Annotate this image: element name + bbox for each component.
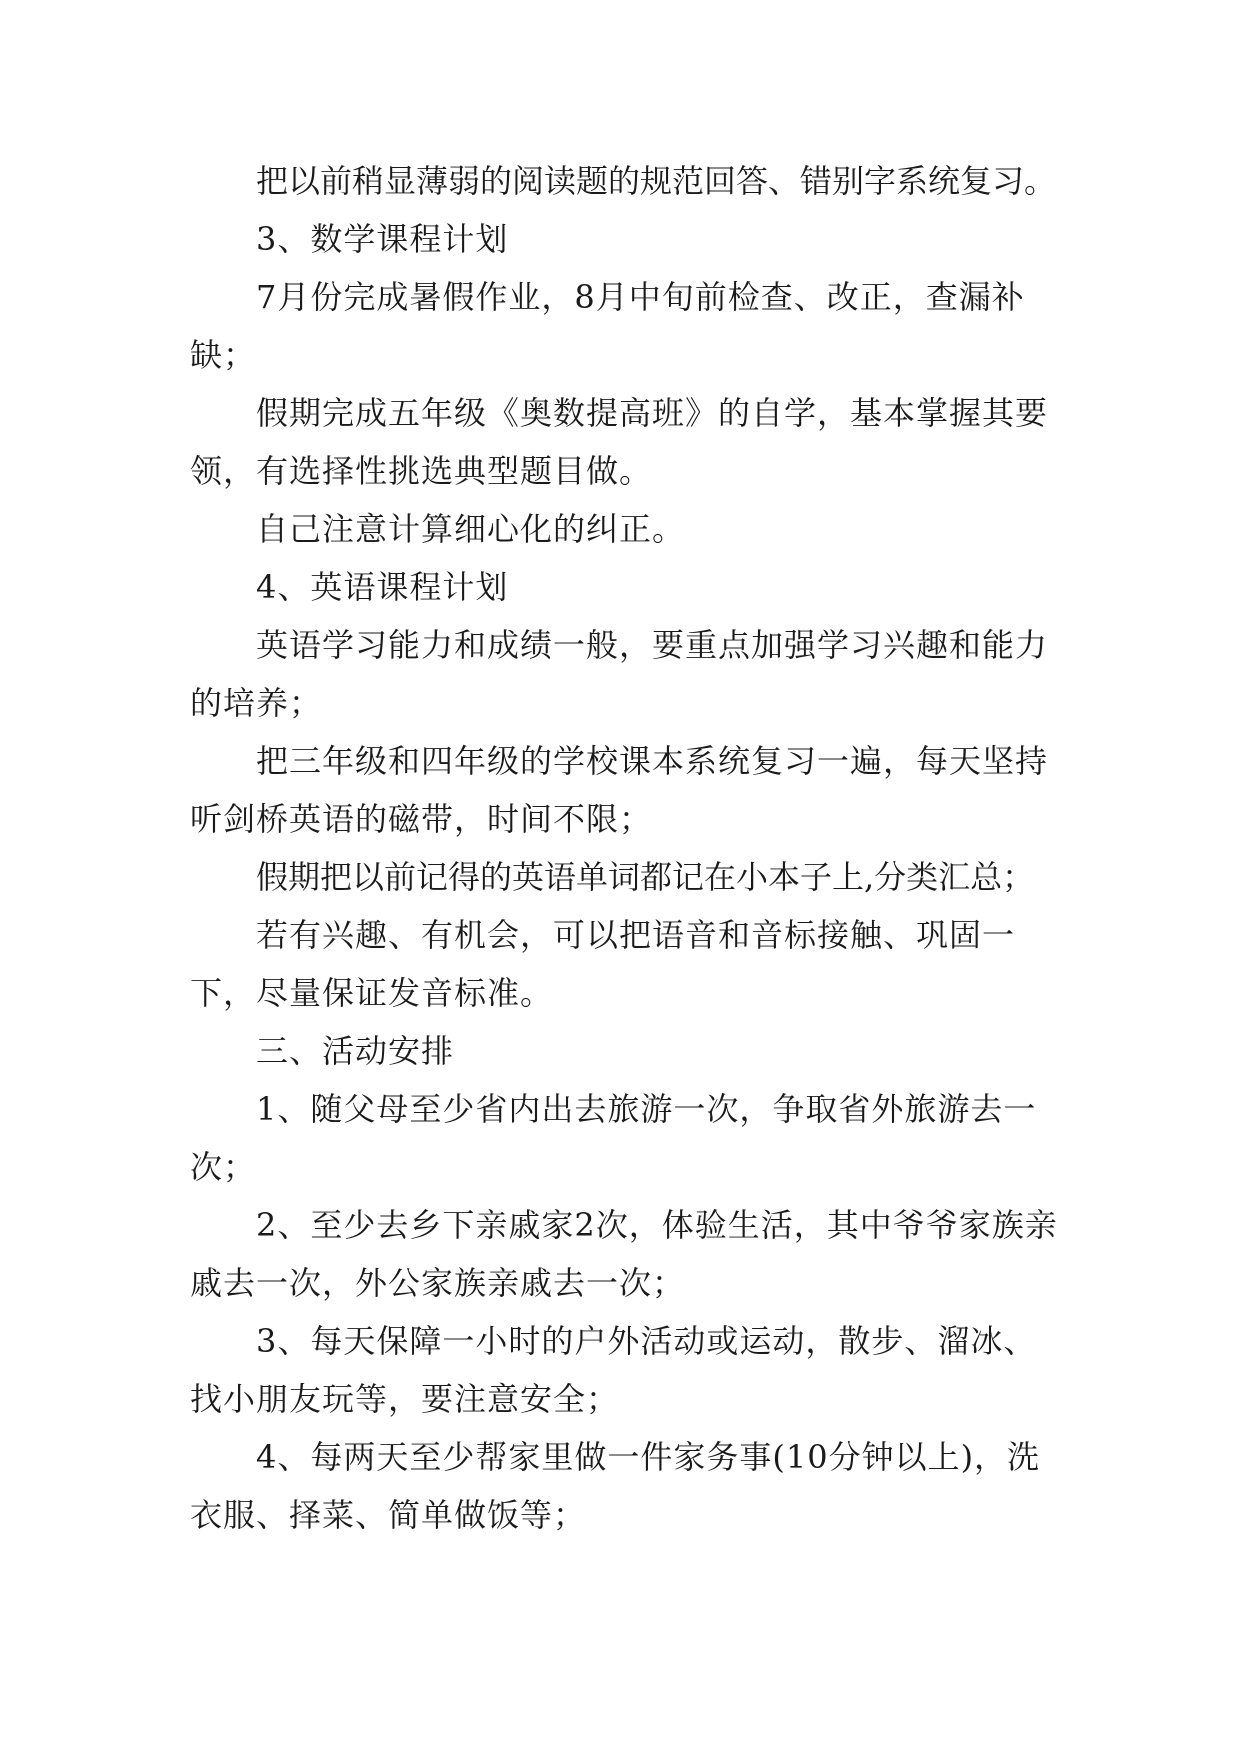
paragraph-activity-travel: 1、随父母至少省内出去旅游一次，争取省外旅游去一次； [190, 1090, 1037, 1186]
paragraph-activity-relatives: 2、至少去乡下亲戚家2次，体验生活，其中爷爷家族亲戚去一次，外公家族亲戚去一次； [190, 1206, 1058, 1302]
heading-english-plan: 4、英语课程计划 [256, 568, 509, 606]
heading-math-plan: 3、数学课程计划 [256, 220, 509, 258]
paragraph-english-review: 把三年级和四年级的学校课本系统复习一遍，每天坚持听剑桥英语的磁带，时间不限； [190, 742, 1049, 838]
paragraph-english-ability: 英语学习能力和成绩一般，要重点加强学习兴趣和能力的培养； [190, 626, 1049, 722]
paragraph-activity-outdoor: 3、每天保障一小时的户外活动或运动，散步、溜冰、找小朋友玩等，要注意安全； [190, 1322, 1037, 1418]
paragraph-activity-housework: 4、每两天至少帮家里做一件家务事(10分钟以上)，洗衣服、择菜、简单做饭等； [190, 1438, 1041, 1534]
paragraph-english-vocabulary: 假期把以前记得的英语单词都记在小本子上,分类汇总； [256, 858, 1035, 896]
paragraph-english-phonetics: 若有兴趣、有机会，可以把语音和音标接触、巩固一下，尽量保证发音标准。 [190, 916, 1016, 1012]
paragraph-math-olympiad: 假期完成五年级《奥数提高班》的自学，基本掌握其要领，有选择性挑选典型题目做。 [190, 394, 1049, 490]
paragraph-math-homework: 7月份完成暑假作业，8月中旬前检查、改正，查漏补缺； [190, 278, 1025, 374]
paragraph-reading-review: 把以前稍显薄弱的阅读题的规范回答、错别字系统复习。 [256, 162, 1057, 200]
heading-activities: 三、活动安排 [256, 1032, 455, 1070]
document-body [190, 152, 1060, 1544]
paragraph-math-carefulness: 自己注意计算细心化的纠正。 [256, 510, 686, 548]
